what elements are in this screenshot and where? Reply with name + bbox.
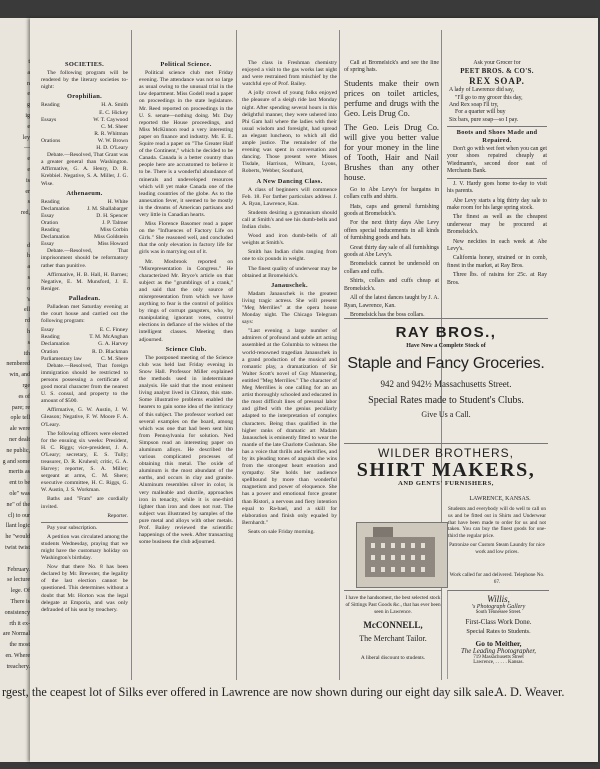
program-person: D. H. Spencer	[96, 212, 128, 219]
left-strip-fragment: ell	[24, 307, 30, 314]
divider	[447, 178, 547, 179]
willis-street: South Tennessee Street.	[475, 610, 522, 615]
divider	[447, 126, 547, 127]
athenaeum-debate: Debate.—Resolved, That imprisonment should be reformatory rather than punitive.	[41, 248, 128, 269]
program-row	[41, 341, 128, 348]
column-societies	[41, 60, 128, 680]
program-person: C. M. Shere	[100, 355, 128, 362]
left-strip-fragment: the most	[9, 642, 30, 649]
left-strip-fragment: onsistency	[4, 609, 30, 616]
divider	[41, 522, 128, 523]
left-strip-fragment: a	[27, 69, 30, 76]
program-person: E. C. Hickey	[99, 109, 128, 116]
program-item: Essay	[41, 241, 55, 248]
program-item: Oration	[41, 348, 59, 355]
program-person: Miss Goldstein	[93, 234, 128, 241]
left-strip-fragment: o	[27, 285, 30, 292]
wilder-city: LAWRENCE, KANSAS.	[469, 496, 531, 502]
underwear-item: The finest quality of underwear may be obtained at Bromelsick's.	[242, 265, 337, 279]
orophilian-program	[41, 102, 128, 152]
program-row	[41, 356, 128, 363]
ad-levy-thirty-days: For the next thirty days Abe Levy offers special inducements in all kinds of furnishing goods and hats.	[344, 220, 439, 242]
ray-bros-call: Give Us a Call.	[421, 410, 471, 419]
ray-bros-address: 942 and 942½ Massachusetts Street.	[380, 379, 512, 389]
ad-willis-gallery	[447, 590, 549, 679]
mcconnell-title: The Merchant Tailor.	[359, 634, 427, 644]
program-row	[41, 145, 128, 152]
left-strip-fragment: rd	[25, 318, 30, 325]
program-item: Orations	[41, 137, 61, 144]
item-raisins: Three lbs. of raisins for 25c. at Ray Bros.	[447, 272, 547, 286]
left-strip-fragment: twist twist	[5, 545, 30, 551]
program-person: R. D. Blackman	[91, 348, 128, 355]
program-row	[41, 220, 128, 227]
left-strip-fragment: ne" of the	[6, 501, 30, 508]
item-honey: California honey, strained or in comb, finest in the market, at Ray Bros.	[447, 255, 547, 269]
ad-boss-collars: Bromelsick has the boss collars.	[350, 311, 425, 318]
left-strip-fragment: d	[27, 242, 30, 249]
left-strip-fragment: a	[27, 264, 30, 271]
program-person: H. D. O'Leary	[96, 145, 128, 152]
left-strip-fragment: h	[27, 253, 30, 260]
wilder-shirt-makers: SHIRT MAKERS,	[356, 459, 536, 481]
program-person: W. T. Caywood	[93, 116, 128, 123]
polsci-para-2: Miss Florence Basomer read a paper on the "Influences of Factory Life on Girls." She reasoned well, and concluded that the only elevation in factory life for girls was in marrying out of it.	[139, 221, 233, 256]
program-person: E. C. Finney	[99, 327, 128, 334]
left-strip-fragment: he "would	[5, 534, 30, 541]
item-hardy: J. V. Hardy goes home to-day to visit his parents.	[447, 180, 547, 195]
left-strip-fragment: ig	[25, 113, 30, 119]
left-strip-fragment: 's	[26, 296, 30, 303]
left-strip-fragment: cl) to our	[8, 512, 30, 519]
program-person: R. R. Whitman	[94, 130, 128, 137]
program-item: Oration	[41, 219, 59, 226]
left-strip-fragment: ople tell	[10, 415, 30, 422]
left-page-strip	[0, 18, 30, 762]
program-item: Reading	[41, 198, 60, 205]
store-building-engraving	[356, 522, 448, 588]
left-strip-fragment: ner dealt	[9, 437, 30, 443]
willis-name: Willis,	[487, 594, 510, 604]
wilder-work: Work called for and delivered. Telephone No. 67.	[449, 572, 545, 585]
program-item: Declamation	[41, 341, 70, 348]
polsci-para-3: Mr. Mosbrook reported on "Misrepresentation in Congress." He characterized Mr. Bryce's article on that subject as the "grumblings of a crank," and said that the only source of misrepresentation from which we have anything to fear is the control of politics by rings of corrupt gangsters, who, by manipulating ignorant votes, control elections in defiance of the wishes of the intelligent classes. Meeting then adjourned.	[139, 258, 233, 343]
left-strip-fragment: llant logic	[5, 523, 30, 530]
left-strip-fragment: rge	[22, 383, 30, 389]
ad-ask-grocer: Ask your Grocer for	[473, 60, 521, 66]
ad-collars-cuffs: Bromelsick cannot be undersold on collars and cuffs.	[344, 261, 439, 275]
left-strip-fragment: ne public,	[6, 447, 30, 454]
mcconnell-name: McCONNELL,	[363, 620, 423, 631]
left-strip-fragment: ale were	[9, 426, 30, 433]
wilder-furnishers: AND GENTS' FURNISHERS,	[398, 480, 494, 487]
column-ads-right	[447, 60, 547, 318]
wilder-laundry: Patronize our Custom Steam Laundry for nice work and low prices.	[449, 542, 545, 555]
heading-athenaeum: Athenaeum.	[66, 189, 103, 197]
ad-wiedmann: Don't go with wet feet when you can get your shoes repaired cheaply at Wiedmann's, second door east of Merchants Bank.	[447, 146, 547, 175]
program-row	[41, 349, 128, 356]
heading-orophilian: Orophilian.	[67, 93, 102, 101]
left-strip-fragment: e	[27, 156, 30, 163]
program-item: Essays	[41, 116, 57, 123]
left-strip-fragment: s	[27, 199, 30, 206]
program-item: Essay	[41, 327, 55, 334]
column-rule	[131, 30, 132, 680]
palladean-debate: Debate.—Resolved, That foreign immigration should be restricted to persons possessing a certificate of good moral character from the nearest U. S. consul, and property to the amount of $500.	[41, 362, 128, 405]
program-item: Declamation	[41, 234, 70, 241]
pay-notice: Pay your subscription.	[47, 524, 98, 531]
left-strip-fragment: en. Where	[5, 653, 30, 659]
ad-shirts: Shirts, collars and cuffs cheap at Bromelsick's.	[344, 278, 439, 292]
program-row	[41, 124, 128, 131]
left-strip-fragment: er	[25, 188, 30, 195]
left-strip-fragment: treachery.	[6, 663, 30, 670]
column-ads-left	[344, 60, 439, 318]
rex-poem	[447, 87, 547, 124]
willis-first-class: First-Class Work Done.	[465, 618, 532, 626]
left-strip-fragment: are Normal	[2, 631, 30, 638]
orophilian-debate: Debate.—Resolved, That Grant was a greater general than Washington. Affirmative, G. A. Henry, D. R. Krebbiel. Negative, S. A. Miller, J. G. Wise.	[41, 152, 128, 187]
poem-line: Six bars, pure soap—so I pay.	[449, 116, 519, 123]
left-strip-fragment: ent to be	[9, 480, 30, 487]
poem-line: A lady of Lawrence did say,	[449, 87, 514, 94]
program-person: G. A. Harvey	[98, 341, 128, 348]
left-strip-fragment: n	[27, 80, 30, 87]
left-strip-fragment: February.	[7, 566, 30, 573]
left-strip-fragment: merits as	[8, 469, 30, 476]
left-strip-fragment: g and some	[2, 458, 30, 465]
left-strip-fragment: h	[27, 329, 30, 335]
program-person: H. White	[107, 198, 128, 205]
ad-leis-brushes: The Geo. Leis Drug Co. will give you better value for your money in the line of Tooth, Hair and Nail Brushes than any other house.	[344, 122, 439, 182]
left-strip-fragment: is	[25, 177, 30, 184]
janauschek-review: "Last evening a large number of admirers of profound and subtle art acting assembled at the Columbia to witness the world-renowned tragedian Janauschek in a grand production of the musical and romantic play, a dramatization of Sir Walter Scott's novel of Guy Mannering, entitled "Meg Merrilies." The character of Meg Merrilies is one calling for an an artist thoroughly schooled and educated in the most difficult lines of presonal labor and gifted with the genius peculiarly adapted to the interpretation of complex characters. Being thus qualified in the higher ranks of dramatic art Madam Janauschek is eminently fitted to wear the mantle of the late Charlotte Cushman. She has a voice that thrills and electrifies, and by its pleading tones of anguish she wins from the strongest heart emotion and sympathy. She holds her audience spellbound by more than wonderful magnetism and power of eloquence. She has a power and emotional force greater than Ristori, a nervous and fiery intention equal to Ra-bael, and a skill for elaboration and finish only equaled by Bernhardt."	[242, 328, 337, 526]
ray-bros-sub: Have Now a Complete Stock of	[406, 343, 486, 349]
left-strip-fragment: es of	[18, 393, 30, 400]
item-neckties: New neckties in each week at Abe Levy's.	[447, 238, 547, 252]
column-local-news	[242, 60, 337, 680]
athenaeum-sides: Affirmative, H. B. Hall, H. Barnes; Negative, E. M. Munsford, J. E. Reniger.	[41, 271, 128, 292]
program-item: Declamation	[41, 205, 70, 212]
janauschek-intro: Madam Janauschek is the greatest living tragic actress. She will present "Meg Merrilies" at the opera house Monday night. The Chicago Telegram says:	[242, 290, 337, 326]
mcconnell-text: I have the handsomest, the best selected stock of Sittings Past Goods &c., that has ever been seen in Lawrence.	[345, 595, 441, 615]
program-person: C. M. Sheer	[100, 123, 128, 130]
heading-dancing-class: A New Dancing Class.	[256, 177, 323, 185]
ray-bros-name: RAY BROS.,	[395, 324, 497, 341]
ad-rex-soap: REX SOAP.	[469, 75, 525, 86]
societies-intro: The following program will be rendered by the literary societies to-night:	[41, 70, 128, 91]
palladean-sides: Affirmative, G. W. Austin, J. W. Gleason; Negative, F. W. Moore F. A. O'Leary.	[41, 407, 128, 428]
silk-sale-text: rgest, the ceapest lot of Silks ever offered in Lawrence are now shown during our eight day silk sale.	[2, 685, 497, 699]
willis-gallery: 's Photograph Gallery	[471, 604, 526, 610]
item-underwear: The finest as well as the cheapest underwear may be procured at Bromelsick's.	[447, 214, 547, 236]
program-person: H. A. Smith	[101, 102, 128, 109]
program-row	[41, 241, 128, 248]
left-strip-fragment: red,	[20, 210, 30, 217]
program-row	[41, 327, 128, 334]
left-strip-fragment: lege. Of	[10, 588, 30, 595]
meither-city: Lawrence, . . . . . Kansas.	[473, 660, 524, 665]
silk-sale-banner	[0, 682, 600, 702]
ad-leis-prices: Students make their own prices on toilet articles, perfume and drugs with the Geo. Leis Drug Co.	[344, 78, 439, 118]
program-item: Reading	[41, 227, 60, 234]
program-row	[41, 138, 128, 145]
left-strip-fragment: ley	[22, 134, 30, 141]
ad-dances: All of the latest dances taught by J. A. Ryan, Lawrence, Kan.	[344, 295, 439, 309]
left-strip-fragment: e	[27, 91, 30, 98]
athenaeum-program	[41, 199, 128, 249]
item-levy-sale: Abe Levy starts a big thirty day sale to make room for his large spring stock.	[447, 197, 547, 211]
program-person: T. M. McAnghan	[89, 334, 128, 341]
sleigh-ride-item: A jolly crowd of young folks enjoyed the pleasure of a sleigh ride last Monday night. After spending several hours in this delightful manner, they were ushered into Phi Gam hall where the ladies with their usual wisdom and foresight, had spread an elegant luncheon, to which all did ample justice. The remainder of the evening was spent in conversation and dancing. Those present were Misses Tisdale, Harrison, Wiltsam, Lyons, Roberts, Webber, Southard,	[242, 90, 337, 175]
ad-levy-sale: Great thirty day sale of all furnishings goods at Abe Levy's.	[344, 244, 439, 259]
meither-address: 719 Massachusetts Street	[473, 655, 524, 660]
weaver-name: A. D. Weaver.	[495, 685, 565, 699]
election-item: Now that there No. 8 has been declared by Mr. Brewster, the legality of the last election cannot be questioned. This determines without a doubt that Mr. Horton was the legal delegate at Emporia, and was only defrauded of his seat by treachery.	[41, 564, 128, 613]
poem-line: And Rex soap I'll try,	[449, 102, 499, 109]
program-row	[41, 206, 128, 213]
left-strip-fragment: e	[27, 123, 30, 130]
willis-special: Special Rates to Students.	[466, 628, 531, 635]
gymnasium-item: Students desiring a gymnasium should call at Smith's and see his dumb-bells and Indian clubs.	[242, 209, 337, 231]
program-row	[41, 234, 128, 241]
column-rule	[236, 30, 237, 680]
left-strip-fragment: e	[27, 167, 30, 173]
ad-peet-bros: PEET BROS. & CO'S.	[460, 67, 534, 76]
program-row	[41, 110, 128, 117]
polsci-para-1: Political science club met Friday evening. The attendance was not so large as usual owing to the unusual trial in the law department. Miss Godell read a paper on proceedings in the state legislature. Mr. Reed reported on proceedings in the U. S. senate—nothing doing. Mr. Day reported the House proceedings, and Miss McKinnon read a very interesting paper on finance and industry. Mr. E. E. Squire read a paper on "The Greater Half of the Continent," which he decided to be Canada. Canada is a better country than people here are accustomed to believe it to be. There is a wonderful abundance of minerals and undeveloped resources which will yet make Canada one of the leading countries of the globe. As to the annexation fever, it seemed to be mostly in the dreams of American partisans and very little in Canadian hearts.	[139, 70, 233, 218]
left-strip-fragment: rth it ex-	[9, 620, 30, 627]
left-strip-fragment: se lecture	[7, 577, 30, 584]
program-row	[41, 131, 128, 138]
meither-name: Go to Meither,	[475, 639, 522, 648]
seats-notice: Seats on sale Friday morning.	[248, 528, 315, 535]
chemistry-item: The class in Freshman chemistry enjoyed a visit to the gas works last night and were restrained from mischief by the watchful eye of Prof. Bailey.	[242, 60, 337, 88]
palladean-officers: The following officers were elected for the ensuing six weeks: President, H. C. Riggs; vice-president, J. A. O'Leary; secretary, E. S. Tully; treasurer, D. R. Kruhenl; critic, G. A. Harvey; reporter, S. A. Miller; sergeant at arms, C. M. Shere; executive committee, H. C. Riggs, G. W. Austin, J. S. Workman.	[41, 430, 128, 494]
program-item: Reading	[41, 102, 60, 109]
meither-leading: The Leading Photographer,	[461, 648, 536, 655]
dumbbells-item: Wood and iron dumb-bells of all weights at Smith's.	[242, 233, 337, 247]
ad-boots-shoes: Boots and Shoes Made and Repaired.	[456, 129, 538, 144]
left-strip-fragment: There is	[10, 599, 30, 605]
palladean-invite: Baths and "Frats" are cordially invited.	[41, 496, 128, 510]
left-strip-fragment: ole" was	[9, 491, 30, 497]
left-strip-fragment: win, and	[9, 372, 30, 379]
heading-janauschek: Janauschek.	[271, 281, 308, 289]
left-strip-fragment	[0, 58, 30, 68]
program-person: J. M. Shallabarger	[87, 205, 128, 212]
ad-hats-caps: Hats, caps and general furnishing goods at Bromelsick's.	[344, 203, 439, 218]
column-political-science	[139, 60, 233, 680]
program-row	[41, 227, 128, 234]
program-item: Parliamentary law	[41, 355, 82, 362]
program-row	[41, 213, 128, 220]
reporter-signature: Reporter.	[107, 512, 128, 519]
palladean-intro: Palladean met Saturday evening at the court house and carried out the following program:	[41, 304, 128, 325]
program-person: Miss Corbin	[100, 227, 128, 234]
palladean-program	[41, 327, 128, 362]
ad-mcconnell	[344, 590, 442, 679]
program-person: J. P. Talmer	[102, 219, 128, 226]
ad-spring-hats: Call at Bromelsick's and see the line of spring hats.	[344, 60, 439, 74]
left-strip-fragment: g	[27, 102, 30, 109]
program-item: Reading	[41, 334, 60, 341]
program-row	[41, 334, 128, 341]
poem-line: "I'll go to my grocer this day,	[455, 94, 523, 101]
program-row	[41, 102, 128, 109]
program-person: Miss Howard	[97, 241, 128, 248]
heading-palladean: Palladean.	[68, 294, 101, 302]
program-row	[41, 199, 128, 206]
program-item: Essay	[41, 212, 55, 219]
left-strip-fragment: s	[27, 275, 30, 281]
dancing-class-item: A class of beginners will commence Feb. 18. For farther particulars address J. A. Ryan, Lawrence, Kan.	[242, 186, 337, 207]
program-person: W. W. Brown	[97, 137, 128, 144]
heading-societies: SOCIETIES.	[64, 61, 105, 68]
heading-science-club: Science Club.	[165, 345, 207, 353]
science-club-para: The postponed meeting of the Science club was held last Friday evening in Snow Hall. Professor Miller explained the methods used in indeterminate analysis. He said that the most eminent living analyst lived in Clinton, this state. Some illustrative problems enabled the hearers to gain some idea of the intricacy of this subject. The professor worked out several examples on the board, among which was one that had been sent him from Pennsylvania for solution. Ned Simpson read an interesting paper on aluminum alloys. He described the various complicated processes of obtaining this metal. The oxide of aluminum is the most abundant of the earths, and occurs in clay and granite. Aluminum resembles silver in color, is very malleable and ductile, approaches iron in tenacity, while it is one-third lighter than iron and does not rust. The subject was illustrated by samples of the pure metal and alloys with other metals. Prof. Bailey reviewed the scientific happenings of the week. After transacting some business the club adjourned.	[139, 354, 233, 546]
wilder-name: WILDER BROTHERS,	[377, 446, 514, 460]
ad-ray-bros	[344, 318, 548, 444]
mcconnell-note: A liberal discount to students.	[360, 655, 426, 662]
ray-bros-special: Special Rates made to Student's Clubs.	[368, 395, 524, 406]
left-strip-fragment: —	[24, 145, 30, 152]
petition-item: A petition was circulated among the students Wednesday, praying that we might have the customary holiday on Washington's birthday.	[41, 533, 128, 562]
column-rule	[339, 30, 340, 680]
heading-political-science: Political Science.	[160, 61, 212, 68]
poem-line: For a quarter will buy	[455, 109, 506, 116]
left-strip-fragment: pare; re	[11, 404, 30, 411]
ad-levy-collars: Go to Abe Levy's for bargains in collars cuffs and shirts.	[344, 186, 439, 201]
wilder-text: Students and everybody will do well to call on us and be fitted out in Shirts and Underwear that have been made to order for us and not taken. You can buy the finest goods for one-third the regular price.	[448, 506, 546, 540]
left-strip-fragment: nembered	[6, 361, 30, 368]
program-row	[41, 117, 128, 124]
left-strip-fragment: ith	[23, 350, 30, 357]
left-strip-fragment: s	[27, 339, 30, 346]
ray-bros-headline: Staple and Fancy Groceries.	[347, 355, 545, 372]
indian-clubs-item: Smith has Indian clubs ranging from one to six pounds in weight.	[242, 249, 337, 263]
